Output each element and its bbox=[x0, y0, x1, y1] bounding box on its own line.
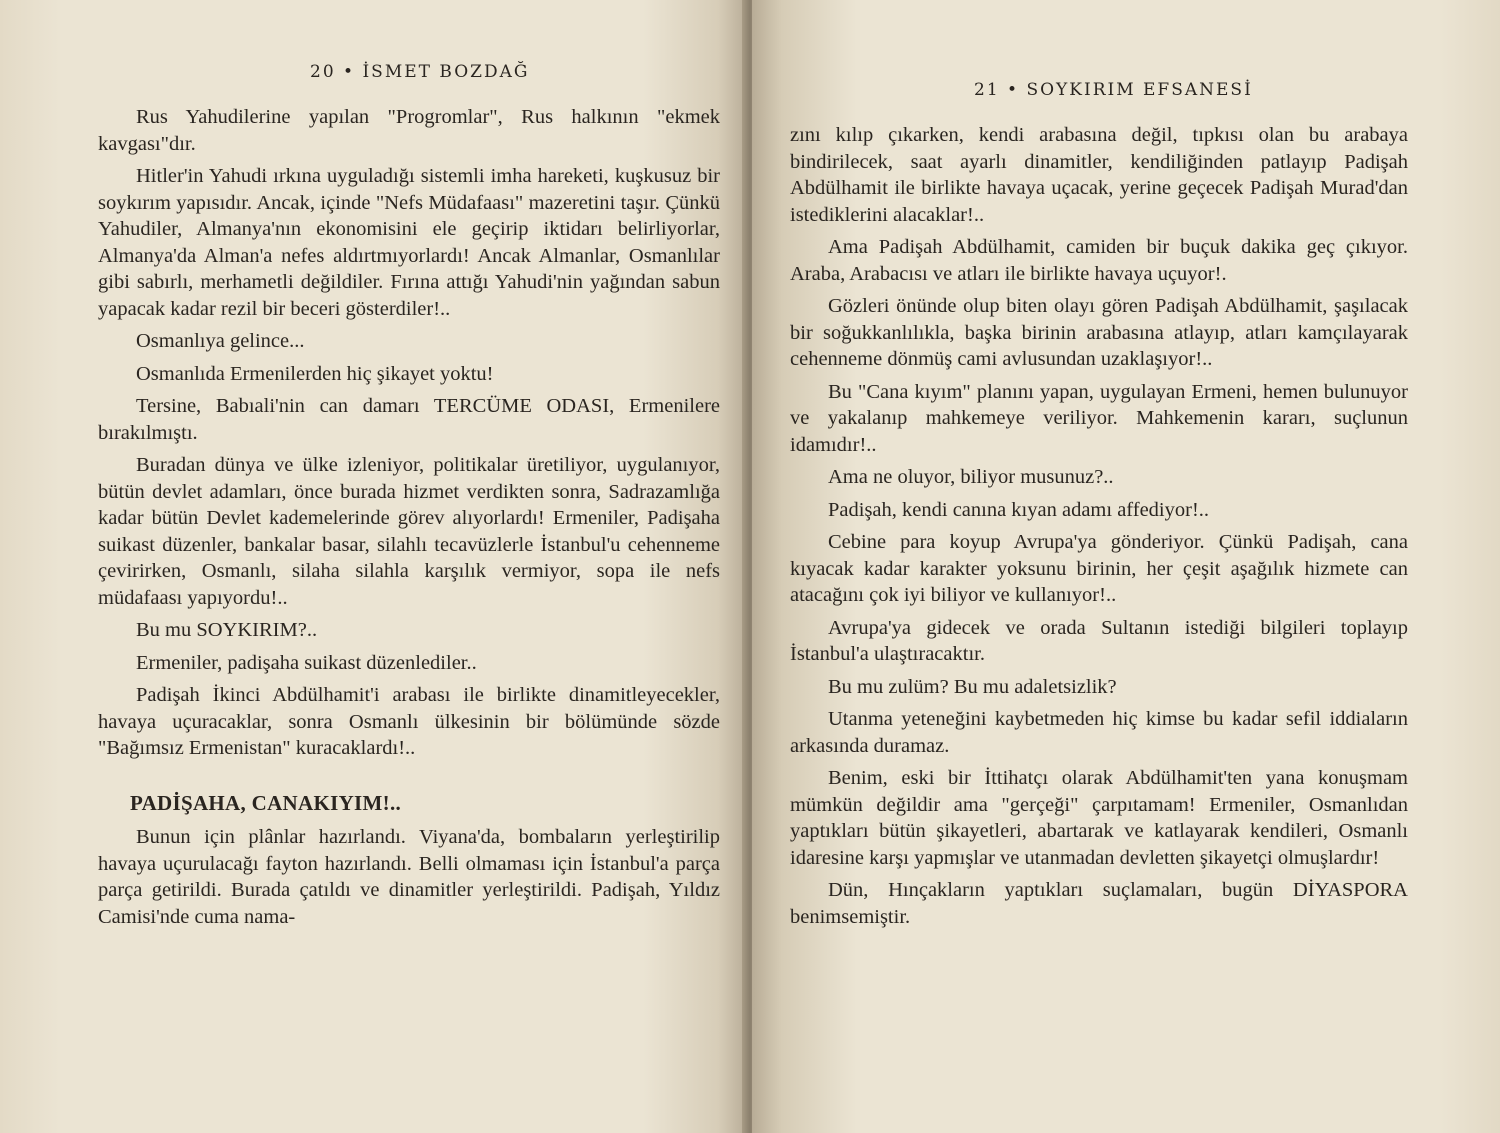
paragraph: Hitler'in Yahudi ırkına uyguladığı sistemli imha hareketi, kuşkusuz bir soykırım yapısıdır. Ancak, içinde "Nefs Müdafaası" mazeretini taşır. Çünkü Yahudiler, Almanya'nın ekonomisini ele geçirip iktidarı belirliyorlar, Almanya'da Alman'a nefes aldırtmıyorlardı! Ancak Almanlar, Osmanlılar gibi sabırlı, merhametli değildiler. Fırına attığı Yahudi'nin yağından sabun yapacak kadar rezil bir beceri gösterdiler!.. bbox=[98, 165, 720, 320]
page-header: 21 • SOYKIRIM EFSANESİ bbox=[974, 80, 1253, 100]
paragraph: Avrupa'ya gidecek ve orada Sultanın istediği bilgileri toplayıp İstanbul'a ulaştıracaktır. bbox=[790, 616, 1408, 665]
paragraph: Dün, Hınçakların yaptıkları suçlamaları, bugün DİYASPORA benimsemiştir. bbox=[790, 879, 1408, 928]
paragraph: Rus Yahudilerine yapılan "Progromlar", Rus halkının "ekmek kavgası"dır. bbox=[98, 106, 720, 155]
left-page bbox=[0, 0, 748, 1133]
paragraph: Bunun için plânlar hazırlandı. Viyana'da, bombaların yerleştirilip havaya uçurulacağı fayton hazırlandı. Belli olmaması için İstanbul'a parça parça getirildi. Burada çatıldı ve dinamitler yerleştirildi. Padişah, Yıldız Camisi'nde cuma nama- bbox=[98, 826, 720, 928]
right-page bbox=[752, 0, 1500, 1133]
paragraph: Padişah, kendi canına kıyan adamı affediyor!.. bbox=[828, 498, 1210, 521]
page-body bbox=[790, 122, 1408, 936]
paragraph: Ermeniler, padişaha suikast düzenlediler.. bbox=[136, 651, 477, 674]
paragraph: Gözleri önünde olup biten olayı gören Padişah Abdülhamit, şaşılacak bir soğukkanlılıkla, başka birinin arabasına atlayıp, atları kamçılayarak cehenneme dönmüş cami avlusundan uzaklaşıyor!.. bbox=[790, 295, 1408, 370]
page-header: 20 • İSMET BOZDAĞ bbox=[310, 62, 530, 82]
paragraph: Cebine para koyup Avrupa'ya gönderiyor. Çünkü Padişah, cana kıyacak kadar karakter yoksunu birinin, her çeşit aşağılık hizmete can atacağını çok iyi biliyor ve kullanıyor!.. bbox=[790, 531, 1408, 606]
paragraph: Osmanlıya gelince... bbox=[136, 330, 305, 352]
paragraph: Ama Padişah Abdülhamit, camiden bir buçuk dakika geç çıkıyor. Araba, Arabacısı ve atları ile birlikte havaya uçuyor!. bbox=[790, 236, 1408, 285]
paragraph: Buradan dünya ve ülke izleniyor, politikalar üretiliyor, uygulanıyor, bütün devlet adamları, önce burada hizmet verdikten sonra, Sadrazamlığa kadar bütün Devlet kademelerinde görev alıyorlardı! Ermeniler, Padişaha suikast düzenler, bankalar basar, silahlı tecavüzlerle İstanbul'u cehenneme çevirirken, Osmanlı, silaha silahla karşılık vermiyor, sopa ile nefs müdafaası yapıyordu!.. bbox=[98, 454, 720, 609]
paragraph: Padişah İkinci Abdülhamit'i arabası ile birlikte dinamitleyecekler, havaya uçuracaklar, sonra Osmanlı ülkesinin bir bölümünde sözde "Bağımsız Ermenistan" kuracaklardı!.. bbox=[98, 684, 720, 759]
paragraph: Osmanlıda Ermenilerden hiç şikayet yoktu! bbox=[136, 362, 494, 385]
page-body bbox=[98, 104, 720, 936]
paragraph: Tersine, Babıali'nin can damarı TERCÜME ODASI, Ermenilere bırakılmıştı. bbox=[98, 395, 720, 444]
paragraph: Ama ne oluyor, biliyor musunuz?.. bbox=[828, 466, 1114, 488]
section-heading: PADİŞAHA, CANAKIYIM!.. bbox=[130, 790, 402, 815]
paragraph: Bu "Cana kıyım" planını yapan, uygulayan Ermeni, hemen bulunuyor ve yakalanıp mahkemeye veriliyor. Mahkemenin kararı, suçlunun idamıdır!.. bbox=[790, 380, 1408, 456]
paragraph: zını kılıp çıkarken, kendi arabasına değil, tıpkısı olan bu arabaya bindirilecek, saat ayarlı dinamitler, kendiliğinden patlayıp Padişah Abdülhamit ile birlikte havaya uçacak, yerine geçecek Padişah Murad'dan istediklerini alacaklar!.. bbox=[790, 124, 1408, 226]
paragraph: Benim, eski bir İttihatçı olarak Abdülhamit'ten yana konuşmam mümkün değildir ama "gerçeği" çarpıtamam! Ermeniler, Osmanlıdan yaptıkları bütün şikayetleri, abartarak ve katlayarak kendileri, Osmanlı idaresine karşı yapmışlar ve utanmadan devletten şikayetçi olmuşlardır! bbox=[790, 767, 1408, 869]
paragraph: Bu mu zulüm? Bu mu adaletsizlik? bbox=[828, 675, 1117, 698]
paragraph: Utanma yeteneğini kaybetmeden hiç kimse bu kadar sefil iddiaların arkasında duramaz. bbox=[790, 708, 1408, 757]
paragraph: Bu mu SOYKIRIM?.. bbox=[136, 619, 318, 641]
